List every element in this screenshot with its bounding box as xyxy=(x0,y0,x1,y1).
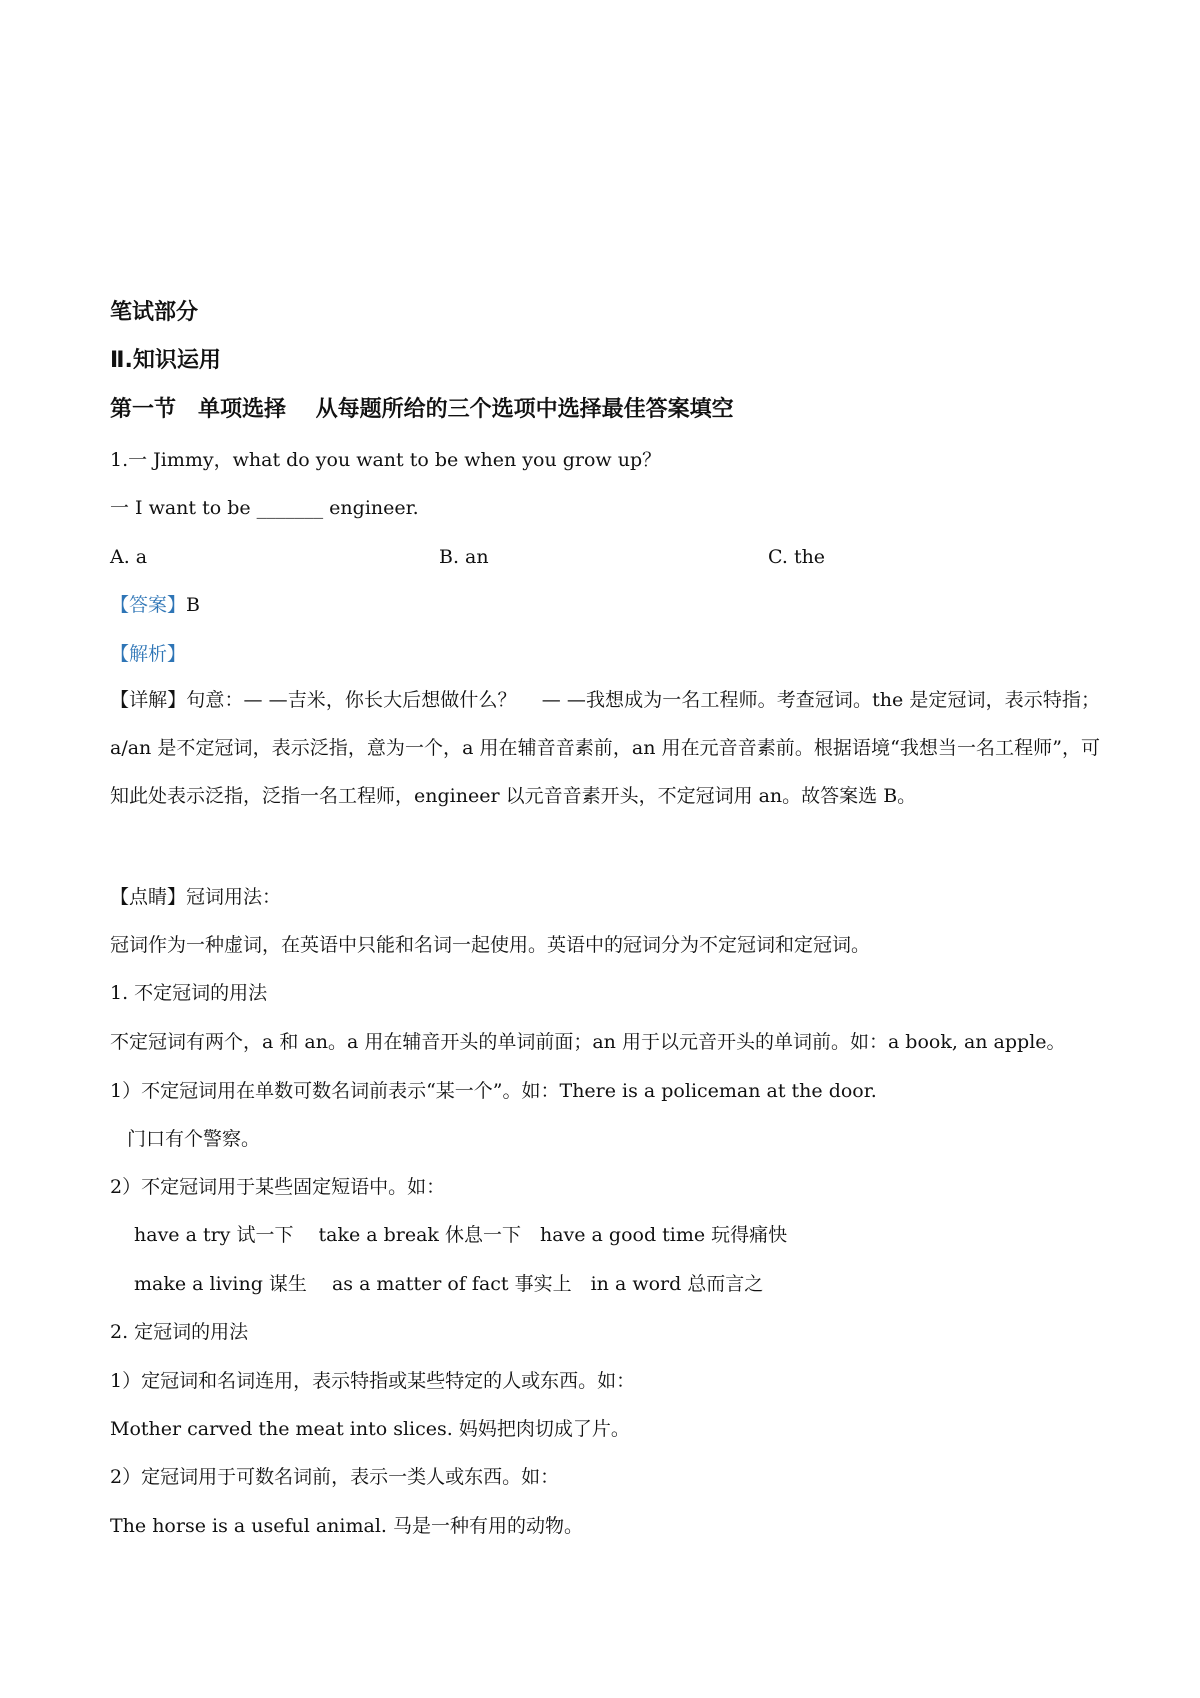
tip-line: 1）不定冠词用在单数可数名词前表示“某一个”。如：There is a policeman at the door. xyxy=(110,1080,877,1102)
option-a: A. a xyxy=(110,546,148,568)
written-part-heading: 笔试部分 xyxy=(110,300,199,325)
tip-heading-line xyxy=(110,884,281,910)
tip-line: 门口有个警察。 xyxy=(127,1128,261,1150)
analysis-label: 【解析】 xyxy=(110,643,187,665)
subsection-title: 第一节 单项选择 从每题所给的三个选项中选择最佳答案填空 xyxy=(110,397,734,422)
part-title: Ⅱ.知识运用 xyxy=(110,348,221,373)
answer-value: B xyxy=(186,594,200,616)
question-stem-line1: 1.一 Jimmy，what do you want to be when you grow up？ xyxy=(110,449,662,471)
answer-line xyxy=(110,592,200,618)
tip-line: make a living 谋生 as a matter of fact 事实上 in a word 总而言之 xyxy=(134,1273,764,1295)
option-c: C. the xyxy=(768,546,826,568)
tip-line: The horse is a useful animal. 马是一种有用的动物。 xyxy=(110,1515,583,1537)
tip-heading: 冠词用法： xyxy=(186,886,282,908)
tip-line: 1）定冠词和名词连用，表示特指或某些特定的人或东西。如： xyxy=(110,1370,636,1392)
detail-label: 【详解】 xyxy=(110,689,187,711)
tip-line: Mother carved the meat into slices. 妈妈把肉切成了片。 xyxy=(110,1418,630,1440)
question-stem-line2: 一 I want to be _______ engineer. xyxy=(110,497,419,519)
tip-line: 2）定冠词用于可数名词前，表示一类人或东西。如： xyxy=(110,1466,560,1488)
tip-line: have a try 试一下 take a break 休息一下 have a good time 玩得痛快 xyxy=(134,1224,788,1246)
tip-line: 1. 不定冠词的用法 xyxy=(110,982,268,1004)
tip-line: 2. 定冠词的用法 xyxy=(110,1321,249,1343)
tip-line: 冠词作为一种虚词，在英语中只能和名词一起使用。英语中的冠词分为不定冠词和定冠词。 xyxy=(110,934,871,956)
tip-line: 2）不定冠词用于某些固定短语中。如： xyxy=(110,1176,446,1198)
option-b: B. an xyxy=(439,546,489,568)
detail-paragraph xyxy=(110,676,1100,820)
tip-label: 【点睛】 xyxy=(110,886,187,908)
tip-line: 不定冠词有两个，a 和 an。a 用在辅音开头的单词前面；an 用于以元音开头的单词前。如：a book, an apple。 xyxy=(110,1031,1066,1053)
answer-label: 【答案】 xyxy=(110,594,187,616)
detail-text: 句意：— —吉米，你长大后想做什么？ — —我想成为一名工程师。考查冠词。the 是定冠词，表示特指；a/an 是不定冠词，表示泛指，意为一个，a 用在辅音音素前，an 用在元音音素前。根据语境“我想当一名工程师”，可知此处表示泛指，泛指一名工程师，engineer 以元音音素开头，不定冠词用 an。故答案选 B。 xyxy=(110,689,1100,807)
